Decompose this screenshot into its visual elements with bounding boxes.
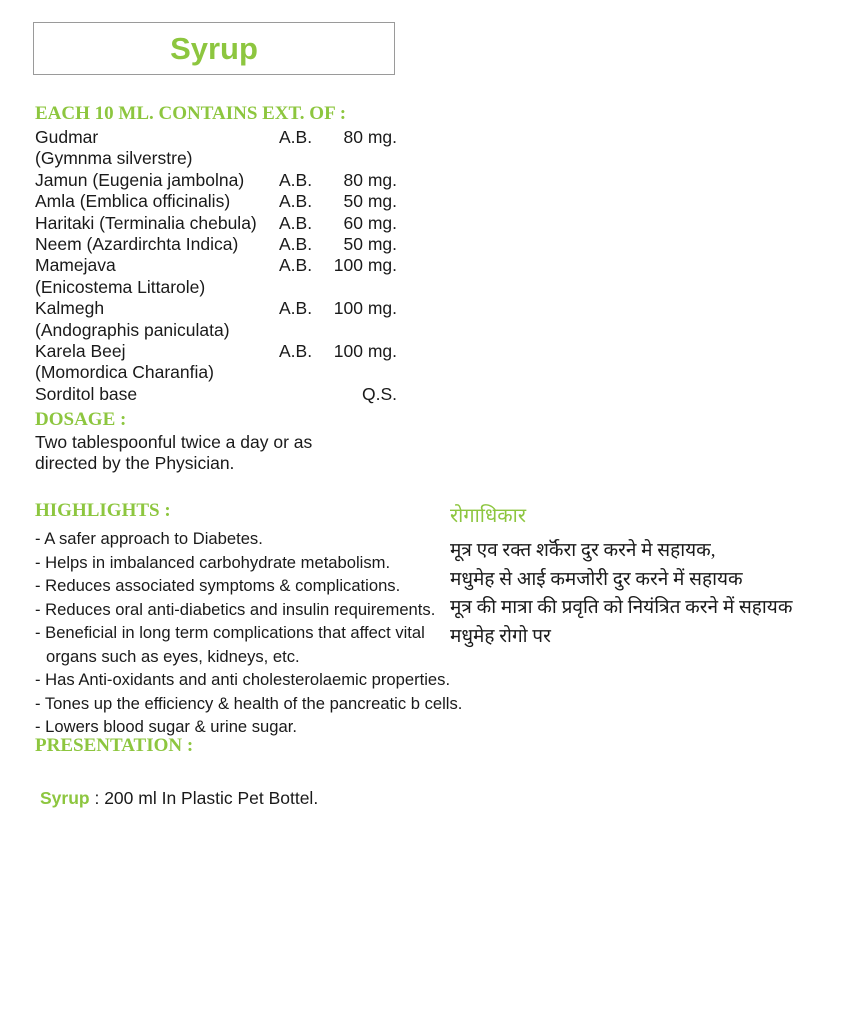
ingredient-botanical-name: (Enicostema Littarole) [35,276,206,297]
highlight-text: - Beneficial in long term complications that affect vital [35,623,425,642]
ingredient-quantity: 100 mg. [333,341,397,362]
ingredient-botanical-name: (Andographis paniculata) [35,319,230,340]
ingredient-row [35,384,397,405]
ingredient-quantity: Q.S. [361,383,397,404]
ingredient-name: Sorditol base [35,383,138,404]
ingredient-form: A.B. [279,298,313,319]
product-title-box [33,22,395,75]
composition-heading: EACH 10 ML. CONTAINS EXT. OF : [35,103,347,124]
highlight-text: - Has Anti-oxidants and anti cholesterolaemic properties. [35,670,451,689]
highlight-text: - Reduces oral anti-diabetics and insulin requirements. [35,599,436,619]
ingredient-quantity: 50 mg. [343,234,397,255]
highlight-text: - Tones up the efficiency & health of the pancreatic b cells. [35,693,463,713]
ingredient-name: Amla (Emblica officinalis) [35,191,231,212]
ingredient-form: A.B. [279,341,313,362]
highlight-item [35,527,465,551]
ingredient-row [35,191,397,212]
presentation-text [40,788,318,809]
ingredient-quantity: 80 mg. [343,169,397,190]
presentation-heading: PRESENTATION : [35,735,194,756]
highlights-list [35,527,465,739]
ingredient-botanical-name: (Gymnma silverstre) [35,148,193,169]
ingredient-form: A.B. [279,255,313,276]
ingredient-name: Kalmegh [35,298,105,319]
indications-hindi-text [450,537,850,651]
ingredient-form [279,384,327,405]
highlight-text: - A safer approach to Diabetes. [35,529,263,548]
ingredient-botanical-name: (Momordica Charanfia) [35,362,214,383]
dosage-line: Two tablespoonful twice a day or as [35,432,313,452]
indication-hindi-line: मूत्र एव रक्त शर्कॅरा दुर करने मे सहायक, [450,540,716,561]
dosage-text [35,432,435,475]
ingredient-row [35,234,397,255]
ingredient-quantity: 60 mg. [343,212,397,233]
presentation-label: Syrup [40,788,90,808]
ingredient-name: Haritaki (Terminalia chebula) [35,212,257,233]
ingredient-quantity: 100 mg. [333,298,397,319]
ingredient-quantity: 50 mg. [343,191,397,212]
highlights-heading: HIGHLIGHTS : [35,500,171,521]
ingredient-row [35,298,397,319]
ingredient-row [35,127,397,148]
ingredient-form: A.B. [279,212,313,233]
ingredient-name: Neem (Azardirchta Indica) [35,234,239,255]
presentation-value: : 200 ml In Plastic Pet Bottel. [89,788,319,808]
ingredient-row [35,255,397,276]
ingredient-form: A.B. [279,234,313,255]
ingredient-row [35,213,397,234]
ingredient-name: Jamun (Eugenia jambolna) [35,169,245,190]
page-title: Syrup [170,31,258,66]
dosage-heading: DOSAGE : [35,409,127,430]
dosage-line: directed by the Physician. [35,453,235,474]
ingredient-name: Gudmar [35,127,99,147]
indication-hindi-line: मूत्र की मात्रा की प्रवृति को नियंत्रित करने में सहायक [450,597,793,618]
highlight-item [35,668,465,692]
ingredient-quantity: 100 mg. [333,255,397,276]
ingredient-form: A.B. [279,169,313,190]
ingredient-row [35,170,397,191]
highlight-item [35,598,465,622]
highlight-item [35,692,465,716]
highlight-text: - Reduces associated symptoms & complications. [35,576,401,595]
ingredient-form: A.B. [279,191,313,212]
highlight-text-continued: organs such as eyes, kidneys, etc. [46,646,300,666]
indication-hindi-line: मधुमेह से आई कमजोरी दुर करने में सहायक [450,568,743,590]
highlight-text: - Helps in imbalanced carbohydrate metabolism. [35,552,391,572]
ingredient-name: Karela Beej [35,341,126,362]
indications-hindi-heading: रोगाधिकार [450,505,526,527]
indication-hindi-line: मधुमेह रोगो पर [450,625,551,647]
composition-table [35,127,397,405]
highlight-item [35,551,465,575]
ingredient-quantity: 80 mg. [343,127,397,147]
highlight-item [35,621,465,668]
highlight-text: - Lowers blood sugar & urine sugar. [35,717,297,736]
ingredient-row [35,341,397,362]
ingredient-form: A.B. [279,127,313,147]
highlight-item [35,574,465,598]
ingredient-name: Mamejava [35,255,116,276]
